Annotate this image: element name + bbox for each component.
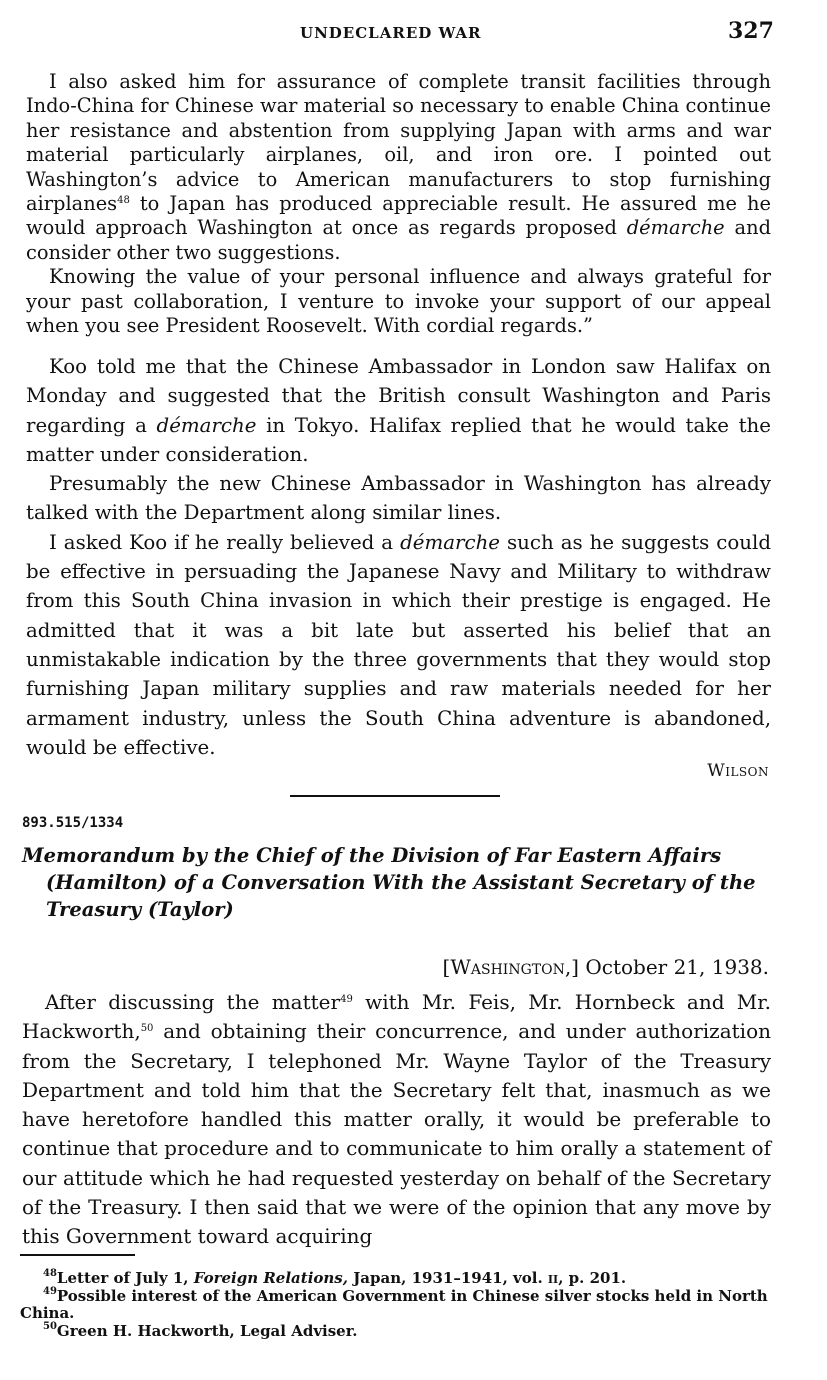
footnote-49: $^{49}$Possible interest of the American Government in Chinese silver stocks held in North China.: [20, 1285, 768, 1322]
footnotes: [20, 1270, 770, 1340]
footnote-rule: [20, 1254, 135, 1256]
memo-title: Memorandum by the Chief of the Division of Far Eastern Affairs (Hamilton) of a Conversation With the Assistant Secretary of the Treasury (Taylor): [22, 844, 756, 921]
document-number: 893.515/1334: [22, 815, 124, 831]
footnote-ref: 48: [117, 195, 130, 207]
quoted-telegram: [26, 70, 771, 338]
body-paragraph: Koo told me that the Chinese Ambassador in London saw Halifax on Monday and suggested that the British consult Washington and Paris regarding a démarche in Tokyo. Halifax replied that he would take the matter under consideration.: [26, 355, 771, 466]
body-paragraph: After discussing the matter$^{49}$ with Mr. Feis, Mr. Hornbeck and Mr. Hackworth,$^{50}$ and obtaining their concurrence, and under authorization from the Secretary, I telephoned Mr. Wayne Taylor of the Treasury Department and told him that the Secretary felt that, inasmuch as we have heretofore handled this matter orally, it would be preferable to continue that procedure and to communicate to him orally a statement of our attitude which he had requested yesterday on behalf of the Secretary of the Treasury. I then said that we were of the opinion that any move by this Government toward acquiring: [22, 990, 772, 1249]
running-header: UNDECLARED WAR: [300, 24, 482, 42]
page-number: 327: [728, 18, 774, 44]
footnote-ref: 49: [340, 994, 353, 1005]
footnote-ref: 50: [140, 1023, 154, 1035]
footnote-50: $^{50}$Green H. Hackworth, Legal Adviser.: [43, 1320, 358, 1340]
signature: Wilson: [707, 761, 769, 781]
body-paragraph: Presumably the new Chinese Ambassador in Washington has already talked with the Department along similar lines.: [26, 472, 771, 525]
section-divider: [290, 795, 500, 797]
memo-body: [22, 988, 771, 1252]
report-body: [26, 352, 771, 762]
quote-paragraph: Knowing the value of your personal influence and always grateful for your past collaboration, I venture to invoke your support of our appeal when you see President Roosevelt. With cordial regards.”: [26, 265, 771, 338]
footnote-48: $^{48}$Letter of July 1, Foreign Relations, Japan, 1931–1941, vol. ii, p. 201.: [43, 1268, 627, 1287]
body-paragraph: I asked Koo if he really believed a démarche such as he suggests could be effective in persuading the Japanese Navy and Military to withdraw from this South China invasion in which their prestige is engaged. He admitted that it was a bit late but asserted his belief that an unmistakable indication by the three governments that they would stop furnishing Japan military supplies and raw materials needed for her armament industry, unless the South China adventure is abandoned, would be effective.: [26, 530, 771, 759]
quote-paragraph: I also asked him for assurance of complete transit facilities through Indo-China for Chinese war material so necessary to enable China continue her resistance and abstention from supplying Japan with arms and war material particularly airplanes, oil, and iron ore. I pointed out Washington’s advice to American manufacturers to stop furnishing airplanes$^{48}$ to Japan has produced appreciable result. He assured me he would approach Washington at once as regards proposed démarche and consider other two suggestions.: [26, 70, 771, 264]
dateline: [Washington,] October 21, 1938.: [442, 955, 769, 979]
